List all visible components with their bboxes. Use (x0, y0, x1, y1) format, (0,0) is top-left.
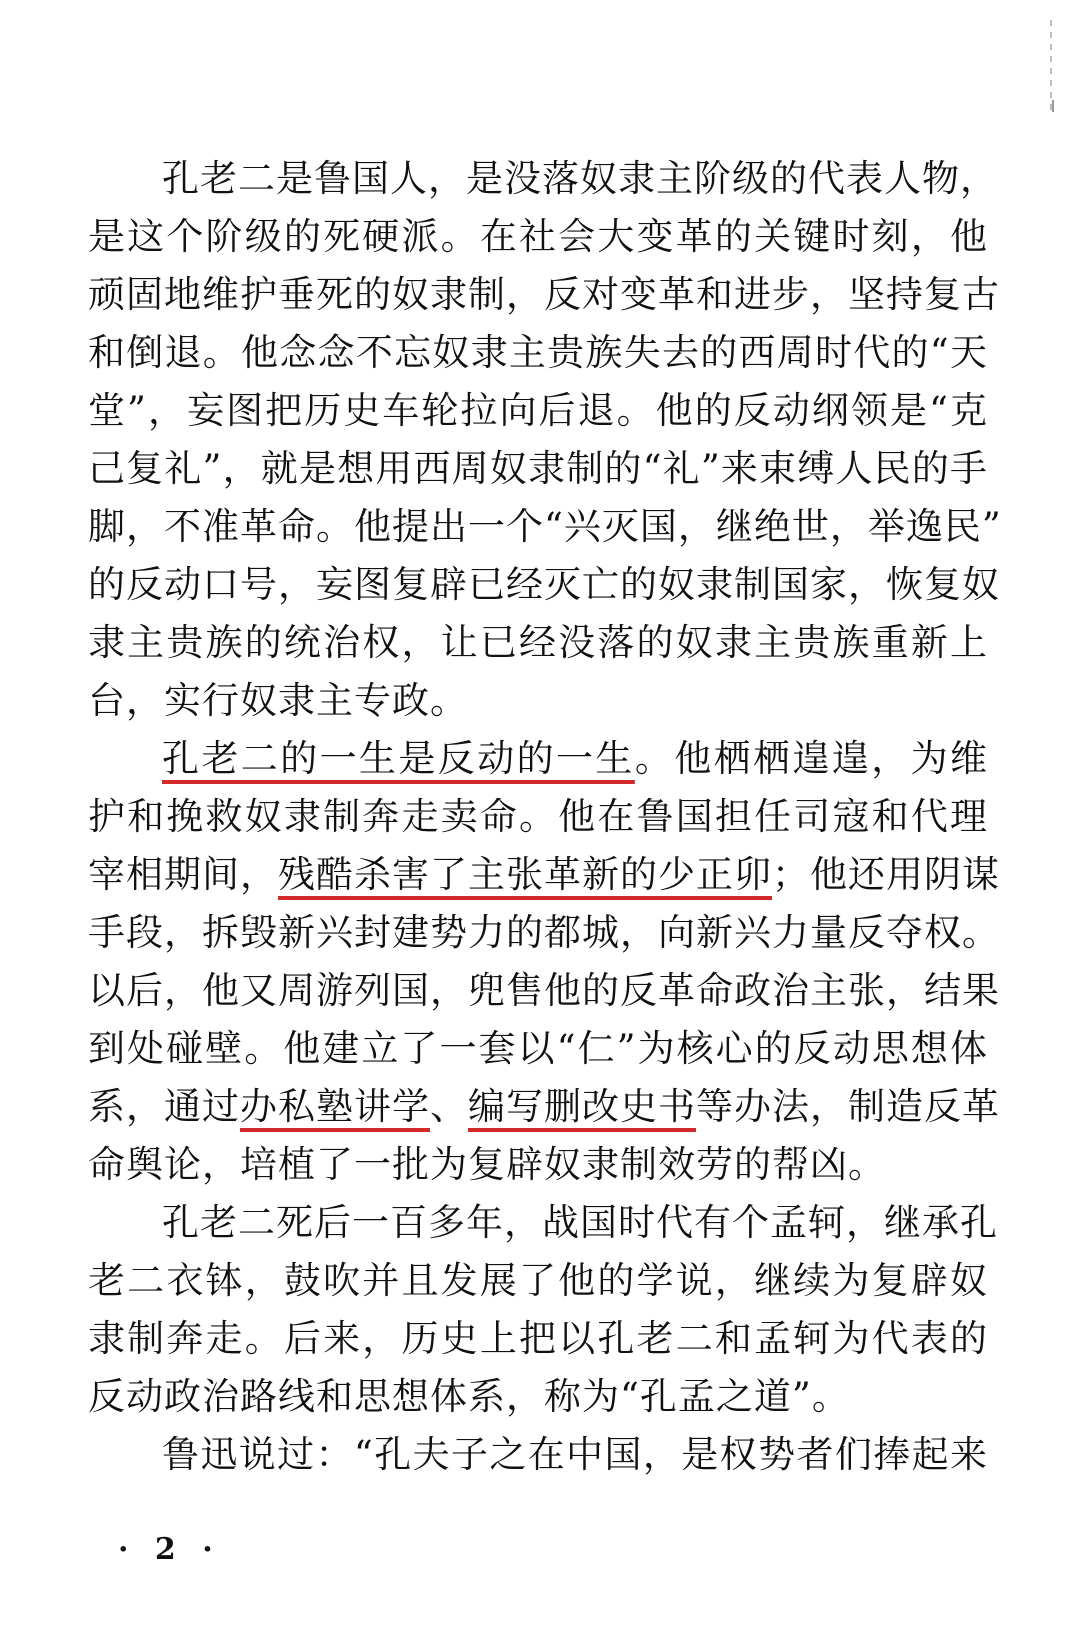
text-line: 手段，拆毁新兴封建势力的都城，向新兴力量反夺权。 (88, 911, 1000, 954)
text-line: 孔老二是鲁国人，是没落奴隶主阶级的代表人物， (162, 157, 998, 200)
text-line: 己复礼”，就是想用西周奴隶制的“礼”来束缚人民的手 (88, 447, 988, 490)
underlined-phrase: 孔老二的一生是反动的一生 (162, 737, 635, 780)
underlined-phrase: 办私塾讲学 (240, 1085, 430, 1128)
text-segment: ；他还用阴谋 (772, 853, 1000, 896)
page-number: · 2 · (118, 1532, 221, 1567)
text-line: 的反动口号，妄图复辟已经灭亡的奴隶制国家，恢复奴 (88, 563, 1000, 606)
scan-edge-mark (1052, 100, 1054, 112)
text-line (88, 730, 988, 788)
text-segment: 。他栖栖遑遑，为维 (634, 737, 989, 780)
text-line: 隶主贵族的统治权，让已经没落的奴隶主贵族重新上 (88, 621, 988, 664)
paragraph-1 (88, 150, 1002, 730)
text-line: 脚，不准革命。他提出一个“兴灭国，继绝世，举逸民” (88, 505, 1002, 548)
text-line: 到处碰壁。他建立了一套以“仁”为核心的反动思想体 (88, 1027, 988, 1070)
text-line (88, 846, 1000, 904)
text-line: 和倒退。他念念不忘奴隶主贵族失去的西周时代的“天 (88, 331, 988, 374)
text-line: 是这个阶级的死硬派。在社会大变革的关键时刻，他 (88, 215, 988, 258)
text-segment: 等办法，制造反革 (696, 1085, 1000, 1128)
text-line: 孔老二死后一百多年，战国时代有个孟轲，继承孔 (162, 1201, 998, 1244)
paragraph-3 (88, 1194, 998, 1426)
underlined-phrase: 残酷杀害了主张革新的少正卯 (278, 853, 772, 896)
scan-edge-mark (1050, 20, 1052, 110)
text-line (88, 1078, 1000, 1136)
underlined-phrase: 编写删改史书 (468, 1085, 696, 1128)
text-line: 台，实行奴隶主专政。 (88, 679, 468, 722)
text-line: 反动政治路线和思想体系，称为“孔孟之道”。 (88, 1375, 850, 1418)
text-line: 老二衣钵，鼓吹并且发展了他的学说，继续为复辟奴 (88, 1259, 988, 1302)
text-segment: 、 (430, 1085, 468, 1128)
paragraph-4 (88, 1426, 988, 1484)
paragraph-2 (88, 730, 1000, 1194)
text-segment: 宰相期间， (88, 853, 278, 896)
text-line: 隶制奔走。后来，历史上把以孔老二和孟轲为代表的 (88, 1317, 988, 1360)
body-text (88, 150, 1002, 1484)
text-line: 鲁迅说过：“孔夫子之在中国，是权势者们捧起来 (162, 1433, 988, 1476)
text-line: 护和挽救奴隶制奔走卖命。他在鲁国担任司寇和代理 (88, 795, 988, 838)
text-line: 命舆论，培植了一批为复辟奴隶制效劳的帮凶。 (88, 1143, 886, 1186)
text-line: 顽固地维护垂死的奴隶制，反对变革和进步，坚持复古 (88, 273, 1000, 316)
text-line: 堂”，妄图把历史车轮拉向后退。他的反动纲领是“克 (88, 389, 988, 432)
text-line: 以后，他又周游列国，兜售他的反革命政治主张，结果 (88, 969, 1000, 1012)
text-segment: 系，通过 (88, 1085, 240, 1128)
